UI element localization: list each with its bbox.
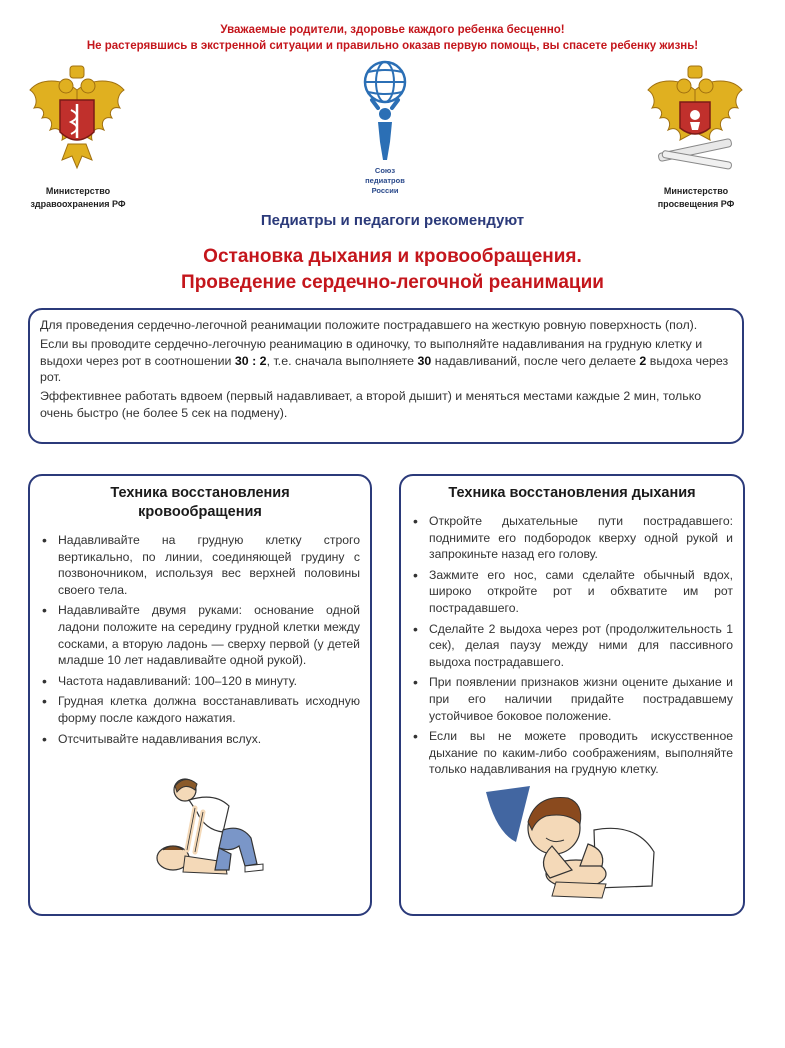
intro-breaths-count: 2 [639,353,647,368]
parents-warning [0,22,785,54]
breathing-title: Техника восстановления дыхания [448,485,696,501]
ministry-education-label [636,185,756,211]
intro-p2-text-a: Если вы проводите сердечно-легочную реанимацию в одиночку, то выполняйте надавливания на грудную клетку и выдохи через рот в соотношении [40,336,703,368]
sp-label-line-3: России [371,186,399,195]
breathing-list [411,513,733,778]
left-label-line-2: здравоохранения РФ [30,199,126,209]
warning-line-2: Не растерявшись в экстренной ситуации и правильно оказав первую помощь, вы спасете ребенку жизнь! [86,40,699,52]
list-item: • Грудная клетка должна восстанавливать исходную форму после каждого нажатия. [40,693,360,726]
title-line-2: Проведение сердечно-легочной реанимации [181,272,604,293]
list-item: • Сделайте 2 выдоха через рот (продолжительность 1 сек), делая паузу между ними для пассивного выдоха пострадавшего. [411,621,733,671]
circulation-title-line-2: кровообращения [138,504,262,520]
page-title [0,244,785,296]
intro-compressions-count: 30 [417,353,432,368]
list-item: • Надавливайте двумя руками: основание одной ладони положите на середину грудной клетки между сосками, а вторую ладонь — сверху первой (у детей младше 10 лет надавливайте одной рукой). [40,602,360,668]
recommend-subtitle: Педиатры и педагоги рекомендуют [260,212,525,229]
list-item: • Отсчитывайте надавливания вслух. [40,731,360,748]
circulation-title-line-1: Техника восстановления [110,485,290,501]
list-item: • Если вы не можете проводить искусственное дыхание по каким-либо соображениям, выполняйте только надавливания на грудную клетку. [411,728,733,778]
right-label-line-1: Министерство [663,186,729,196]
intro-p2-text-b: , т.е. сначала выполняете [266,353,418,368]
title-line-1: Остановка дыхания и кровообращения. [203,246,582,267]
intro-paragraph-2 [40,336,732,386]
warning-line-1: Уважаемые родители, здоровье каждого ребенка бесценно! [220,24,565,36]
list-item: • При появлении признаков жизни оцените дыхание и при его наличии придайте пострадавшему устойчивое боковое положение. [411,674,733,724]
sp-label-line-2: педиатров [365,176,405,185]
ministry-education-emblem-icon [640,60,750,180]
right-label-line-2: просвещения РФ [657,199,735,209]
sp-label-line-1: Союз [374,166,396,175]
ministry-health-emblem-icon [22,60,132,180]
ministry-health-label [18,185,138,211]
pediatricians-union-label [350,166,420,196]
circulation-list [40,532,360,747]
intro-box [28,308,744,444]
intro-p2-text-c: надавливаний, после чего делаете [431,353,640,368]
rescue-breathing-illustration-icon [476,782,666,900]
pediatricians-union-logo-icon [354,60,416,172]
intro-ratio: 30 : 2 [234,353,267,368]
left-label-line-1: Министерство [45,186,111,196]
intro-p2-text-d: выдоха через рот. [40,353,729,385]
chest-compression-illustration-icon [145,772,275,882]
list-item: • Частота надавливаний: 100–120 в минуту. [40,673,360,690]
list-item: • Откройте дыхательные пути пострадавшего: поднимите его подбородок кверху одной рукой и запрокиньте назад его голову. [411,513,733,563]
intro-paragraph-1: Для проведения сердечно-легочной реанимации положите пострадавшего на жесткую ровную поверхность (пол). [40,318,698,332]
circulation-title [40,484,360,522]
list-item: • Зажмите его нос, сами сделайте обычный вдох, широко откройте рот и обхватите им рот пострадавшего. [411,567,733,617]
intro-paragraph-3: Эффективнее работать вдвоем (первый надавливает, а второй дышит) и меняться местами каждые 2 мин, только очень быстро (не более 5 сек на подмену). [40,389,702,420]
list-item: • Надавливайте на грудную клетку строго вертикально, по линии, соединяющей грудину с позвоночником, используя вес верхней половины своего тела. [40,532,360,598]
